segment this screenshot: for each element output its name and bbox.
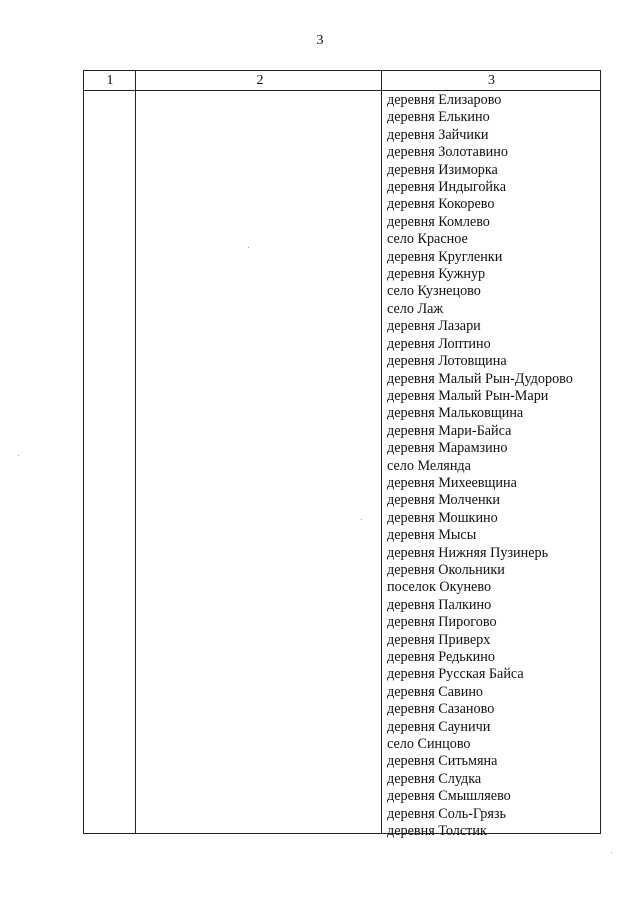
- settlement-list-item: деревня Мари-Байса: [387, 422, 512, 439]
- settlement-list-item: деревня Редькино: [387, 649, 495, 665]
- column-divider-1: [135, 71, 136, 833]
- settlement-list-item: деревня Молченки: [387, 492, 501, 509]
- settlement-list-item: деревня Елькино: [387, 109, 490, 126]
- settlement-list-item: село Мелянда: [387, 457, 471, 474]
- settlement-list-item: деревня Марамзино: [387, 440, 508, 457]
- settlement-list-item: деревня Малый Рын-Дудорово: [387, 370, 573, 387]
- settlements-table: [83, 70, 601, 840]
- settlement-list-item: деревня Золотавино: [387, 144, 508, 161]
- settlement-list-item: село Лаж: [387, 300, 444, 317]
- settlement-list-item: деревня Палкино: [387, 596, 492, 613]
- settlement-list-item: деревня Сазаново: [387, 701, 495, 718]
- settlement-list-item: деревня Русская Байса: [387, 666, 524, 683]
- settlement-list-item: село Красное: [387, 231, 468, 248]
- scan-speck: [361, 519, 362, 520]
- settlement-list-item: деревня Слудка: [387, 770, 482, 787]
- settlement-list-item: деревня Ситьмяна: [387, 753, 498, 770]
- settlement-list-item: деревня Толстик: [387, 823, 487, 840]
- settlement-list-item: деревня Изиморка: [387, 161, 498, 178]
- scan-speck: [611, 852, 612, 853]
- settlement-list-item: село Кузнецово: [387, 283, 481, 300]
- settlement-list-item: деревня Смышляево: [387, 788, 511, 805]
- settlement-list-item: деревня Сауничи: [387, 718, 491, 735]
- header-col-1: 1: [106, 73, 114, 88]
- settlement-list-item: деревня Лоптино: [387, 335, 491, 352]
- settlement-list-item: деревня Индыгойка: [387, 179, 506, 196]
- column-divider-2: [381, 71, 382, 833]
- settlement-list-item: деревня Приверх: [387, 631, 491, 648]
- settlement-list-item: деревня Малый Рын-Мари: [387, 387, 549, 404]
- settlement-list-item: село Синцово: [387, 736, 471, 753]
- page-number: 3: [316, 33, 324, 48]
- header-col-3: 3: [488, 73, 495, 88]
- settlement-list-item: поселок Окунево: [387, 579, 492, 596]
- scan-speck: [18, 455, 19, 456]
- settlement-list-item: деревня Лазари: [387, 318, 481, 335]
- settlement-list-item: деревня Комлево: [387, 213, 490, 230]
- settlement-list-item: деревня Лотовщина: [387, 353, 507, 370]
- settlement-list-item: деревня Пирогово: [387, 614, 497, 631]
- settlement-list-item: деревня Мошкино: [387, 509, 498, 526]
- settlement-list-item: деревня Окольники: [387, 561, 505, 578]
- settlement-list-item: деревня Михеевщина: [387, 474, 517, 491]
- table-header-row: [84, 71, 600, 91]
- settlement-list-item: деревня Мальковщина: [387, 405, 524, 422]
- settlement-list-item: деревня Елизарово: [387, 92, 502, 108]
- settlement-list-item: деревня Нижняя Пузинерь: [387, 544, 549, 561]
- settlement-list-item: деревня Кужнур: [387, 266, 486, 283]
- settlement-list-item: деревня Соль-Грязь: [387, 805, 506, 822]
- settlement-list-item: деревня Кокорево: [387, 196, 495, 213]
- settlement-list-item: деревня Зайчики: [387, 126, 489, 143]
- header-col-2: 2: [256, 73, 264, 88]
- scan-speck: [248, 247, 249, 248]
- settlement-list-item: деревня Савино: [387, 683, 484, 700]
- column-3-settlement-list: [387, 92, 597, 840]
- settlement-list-item: деревня Кругленки: [387, 248, 503, 265]
- settlement-list-item: деревня Мысы: [387, 527, 477, 544]
